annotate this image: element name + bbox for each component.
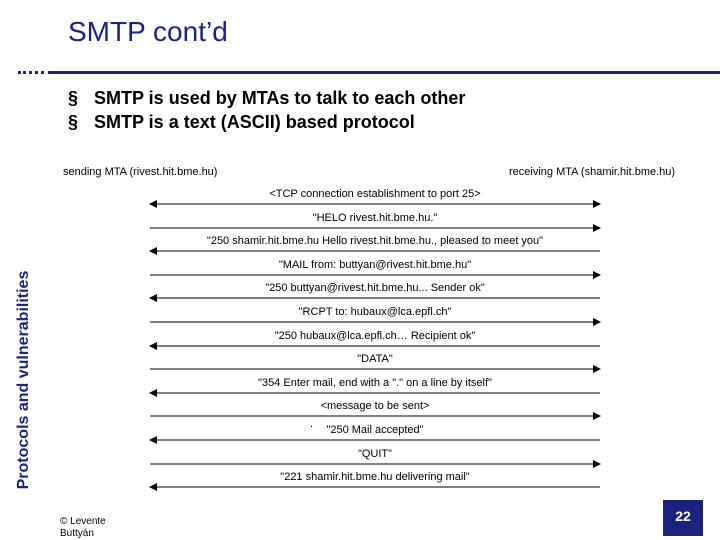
sidebar-title: Protocols and vulnerabilities bbox=[15, 270, 32, 490]
message-label: <TCP connection establishment to port 25> bbox=[269, 188, 481, 200]
message-label: "HELO rivest.hit.bme.hu." bbox=[312, 212, 438, 224]
message-label: "221 shamir.hit.bme.hu delivering mail" bbox=[280, 471, 470, 483]
bullet-marker: § bbox=[68, 112, 79, 132]
message-label: "250 shamir.hit.bme.hu Hello rivest.hit.bme.hu., pleased to meet you" bbox=[206, 235, 544, 247]
bullet-text: SMTP is a text (ASCII) based protocol bbox=[94, 112, 415, 132]
message-label: "RCPT to: hubaux@lca.epfl.ch" bbox=[298, 306, 452, 318]
message-extra: . bbox=[310, 418, 314, 430]
message-label: "DATA" bbox=[357, 353, 393, 365]
receiver-label: receiving MTA (shamir.hit.bme.hu) bbox=[509, 166, 676, 178]
page-number: 22 bbox=[663, 500, 703, 536]
slide-title: SMTP cont’d bbox=[68, 16, 228, 47]
message-label: <message to be sent> bbox=[320, 400, 430, 412]
bullet-marker: § bbox=[68, 88, 79, 108]
footer-author: Buttyán bbox=[60, 528, 94, 539]
message-label: "MAIL from: buttyan@rivest.hit.bme.hu" bbox=[278, 259, 472, 271]
message-label: "250 Mail accepted" bbox=[326, 424, 424, 436]
sender-label: sending MTA (rivest.hit.bme.hu) bbox=[63, 166, 218, 178]
footer-copyright: © Levente bbox=[60, 516, 106, 527]
message-label: "250 hubaux@lca.epfl.ch… Recipient ok" bbox=[274, 330, 476, 342]
bullet-text: SMTP is used by MTAs to talk to each other bbox=[94, 88, 466, 108]
message-label: "QUIT" bbox=[357, 448, 393, 460]
message-label: "250 buttyan@rivest.hit.bme.hu... Sender ok" bbox=[265, 282, 485, 294]
message-label: "354 Enter mail, end with a "." on a line by itself" bbox=[258, 377, 492, 389]
footer bbox=[60, 516, 106, 540]
